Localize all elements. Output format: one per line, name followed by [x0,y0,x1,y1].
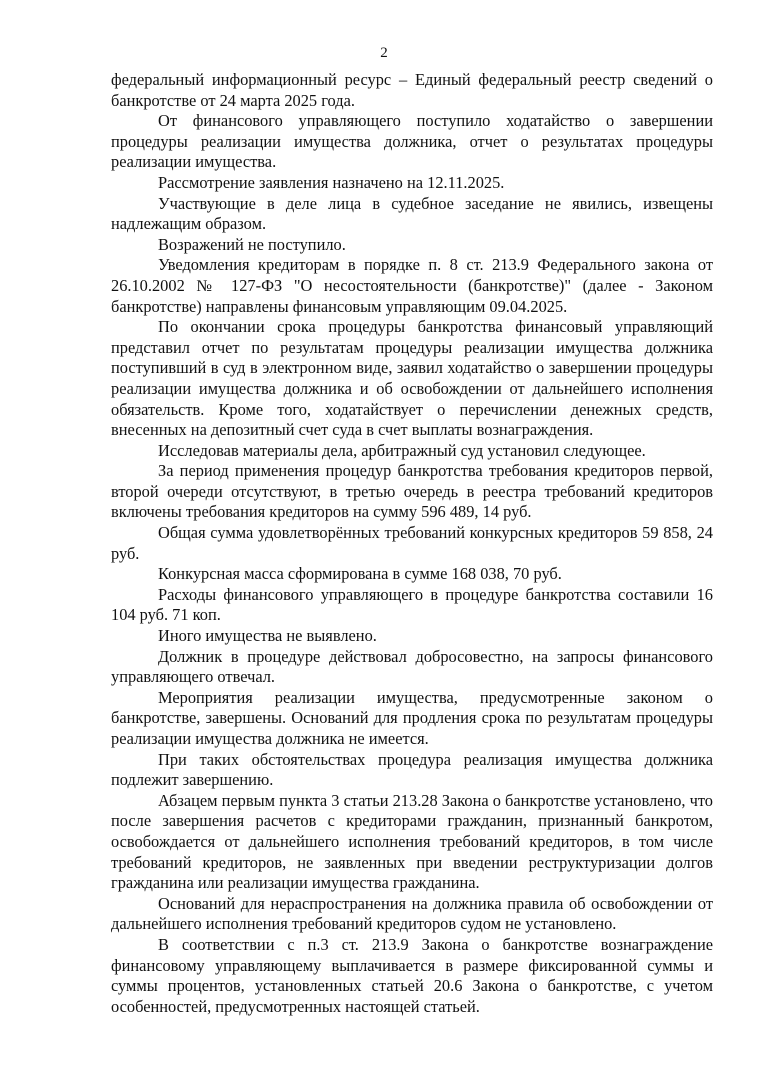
paragraph-hearing-date: Рассмотрение заявления назначено на 12.11.2025. [158,172,505,192]
paragraph-manager-report: По окончании срока процедуры банкротства финансовый управляющий представил отчет по результатам процедуры реализации имущества должника поступивший в суд в электронном виде, заявил ходатайство о завершении процедуры реализации имущества должника и об освобождении от дальнейшего исполнения обязательств. Кроме того, ходатайствует о перечислении денежных средств, внесенных на депозитный счет суда в счет выплаты вознаграждения. [111,317,713,440]
document-body [111,70,713,1017]
paragraph-bankruptcy-estate: Конкурсная масса сформирована в сумме 168 038, 70 руб. [158,564,562,584]
paragraph-court-findings: Исследовав материалы дела, арбитражный суд установил следующее. [158,440,646,460]
paragraph-creditor-notices: Уведомления кредиторам в порядке п. 8 ст. 213.9 Федерального закона от 26.10.2002 № 127-ФЗ "О несостоятельности (банкротстве)" (далее - Законом банкротстве) направлены финансовым управляющим 09.04.2025. [111,255,713,316]
paragraph-article-213-28: Абзацем первым пункта 3 статьи 213.28 Закона о банкротстве установлено, что после завершения расчетов с кредиторами гражданин, признанный банкротом, освобождается от дальнейшего исполнения требований кредиторов, в том числе требований кредиторов, не заявленных при введении реструктуризации долгов гражданина или реализации имущества гражданина. [111,790,713,893]
paragraph-parties-absent: Участвующие в деле лица в судебное заседание не явились, извещены надлежащим образом. [111,193,713,234]
paragraph-manager-remuneration: В соответствии с п.3 ст. 213.9 Закона о банкротстве вознаграждение финансовому управляющему выплачивается в размере фиксированной суммы и суммы процентов, установленных статьей 20.6 Закона о банкротстве, с учетом особенностей, предусмотренных настоящей статьей. [111,934,713,1016]
paragraph-completion-motion: От финансового управляющего поступило ходатайство о завершении процедуры реализации имущества должника, отчет о результатах процедуры реализации имущества. [111,111,713,172]
paragraph-debtor-conduct: Должник в процедуре действовал добросовестно, на запросы финансового управляющего отвечал. [111,646,713,687]
page-number: 2 [380,45,388,61]
paragraph-measures-completed: Мероприятия реализации имущества, предусмотренные законом о банкротстве, завершены. Оснований для продления срока по результатам процедуры реализации имущества должника не имеется. [111,687,713,748]
paragraph-satisfied-claims: Общая сумма удовлетворённых требований конкурсных кредиторов 59 858, 24 руб. [111,523,713,563]
paragraph-creditor-claims: За период применения процедур банкротства требования кредиторов первой, второй очереди отсутствуют, в третью очередь в реестра требований кредиторов включены требования кредиторов на сумму 596 489, 14 руб. [111,461,713,522]
paragraph-release-grounds: Оснований для нераспространения на должника правила об освобождении от дальнейшего исполнения требований кредиторов судом не установлено. [111,893,713,934]
paragraph-no-objections: Возражений не поступило. [158,234,346,254]
paragraph-manager-expenses: Расходы финансового управляющего в процедуре банкротства составили 16 104 руб. 71 коп. [111,584,713,625]
paragraph-registry-continuation: федеральный информационный ресурс – Единый федеральный реестр сведений о банкротстве от 24 марта 2025 года. [111,70,713,110]
paragraph-no-other-property: Иного имущества не выявлено. [158,626,377,646]
paragraph-procedure-termination: При таких обстоятельствах процедура реализация имущества должника подлежит завершению. [111,749,713,790]
